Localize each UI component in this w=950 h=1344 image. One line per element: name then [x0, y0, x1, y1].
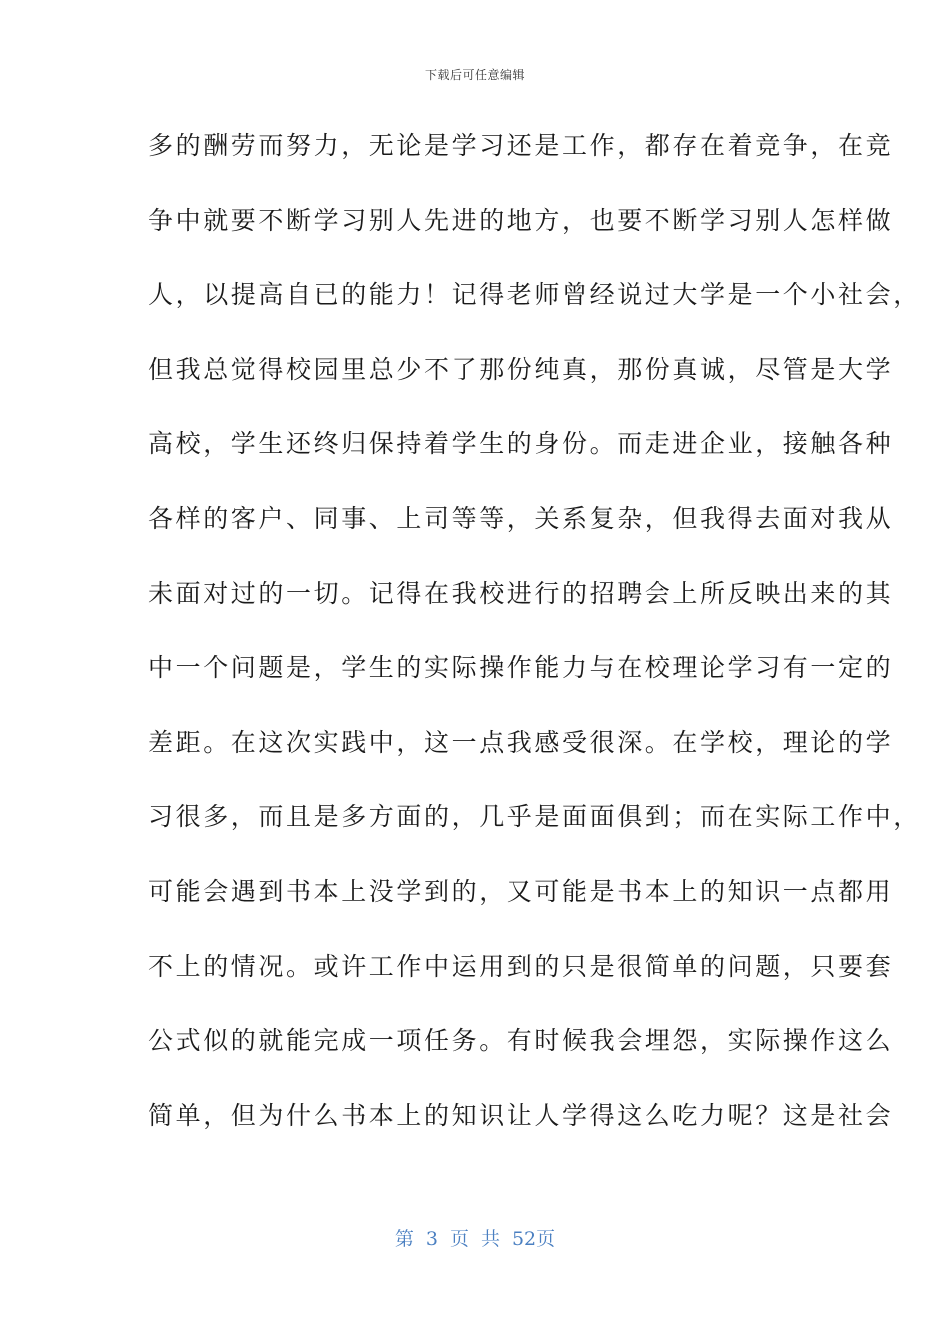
- body-line: 人，以提高自已的能力！记得老师曾经说过大学是一个小社会，: [148, 280, 921, 310]
- footer-total-pages: 52页: [511, 1228, 556, 1250]
- footer-prefix: 第: [394, 1228, 414, 1250]
- footer-total-word: 共: [480, 1228, 500, 1250]
- body-line: 但我总觉得校园里总少不了那份纯真，那份真诚，尽管是大学: [148, 354, 894, 384]
- body-line: 各样的客户、同事、上司等等，关系复杂，但我得去面对我从: [148, 503, 894, 533]
- body-line: 不上的情况。或许工作中运用到的只是很简单的问题，只要套: [148, 951, 894, 981]
- body-line: 公式似的就能完成一项任务。有时候我会埋怨，实际操作这么: [148, 1026, 894, 1056]
- body-line: 简单，但为什么书本上的知识让人学得这么吃力呢？这是社会: [148, 1100, 894, 1130]
- body-line: 中一个问题是，学生的实际操作能力与在校理论学习有一定的: [148, 653, 894, 683]
- body-line: 习很多，而且是多方面的，几乎是面面俱到；而在实际工作中，: [148, 802, 921, 832]
- page-footer: [0, 1224, 950, 1251]
- page-header: 下载后可任意编辑: [424, 68, 525, 82]
- body-line: 可能会遇到书本上没学到的，又可能是书本上的知识一点都用: [148, 876, 894, 906]
- document-body: [148, 122, 921, 1166]
- body-line: 差距。在这次实践中，这一点我感受很深。在学校，理论的学: [148, 727, 894, 757]
- footer-current-page: 3: [425, 1228, 438, 1250]
- body-line: 未面对过的一切。记得在我校进行的招聘会上所反映出来的其: [148, 578, 894, 608]
- body-line: 多的酬劳而努力，无论是学习还是工作，都存在着竞争，在竞: [148, 131, 894, 160]
- body-line: 争中就要不断学习别人先进的地方，也要不断学习别人怎样做: [148, 205, 894, 235]
- footer-page-word: 页: [449, 1228, 469, 1250]
- body-line: 高校，学生还终归保持着学生的身份。而走进企业，接触各种: [148, 429, 894, 459]
